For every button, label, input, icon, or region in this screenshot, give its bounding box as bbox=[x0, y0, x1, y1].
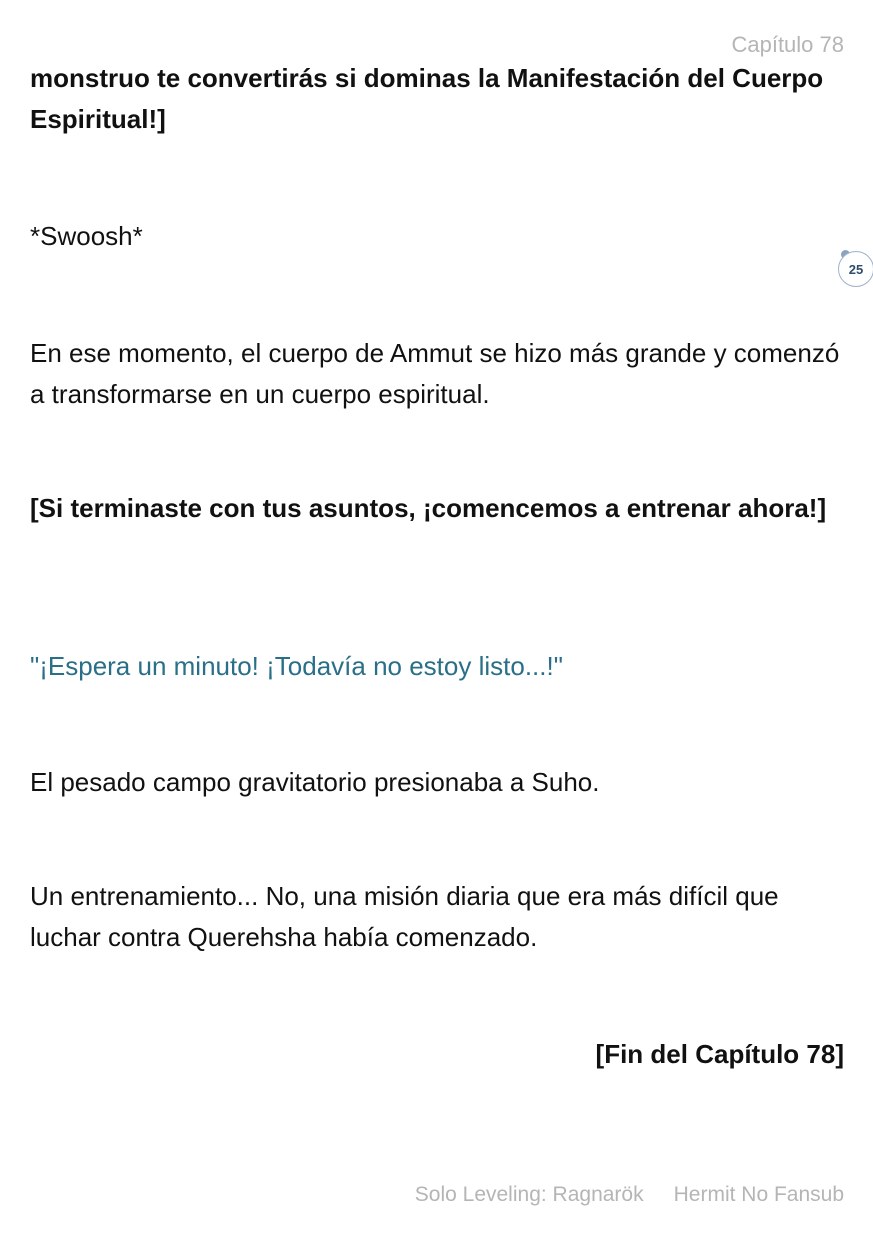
paragraph-dialogue: "¡Espera un minuto! ¡Todavía no estoy listo...!" bbox=[30, 651, 563, 681]
page-footer bbox=[415, 1183, 844, 1207]
footer-group-name: Hermit No Fansub bbox=[673, 1183, 844, 1206]
paragraph-bracket-speech: monstruo te convertirás si dominas la Manifestación del Cuerpo Espiritual!] bbox=[30, 63, 824, 134]
paragraph-bracket-speech: [Si terminaste con tus asuntos, ¡comencemos a entrenar ahora!] bbox=[30, 493, 827, 523]
page-number-badge[interactable]: 25 bbox=[838, 251, 873, 287]
chapter-header: Capítulo 78 bbox=[731, 32, 844, 57]
paragraph-narration: Un entrenamiento... No, una misión diaria que era más difícil que luchar contra Querehsha había comenzado. bbox=[30, 881, 779, 952]
footer-series-title: Solo Leveling: Ragnarök bbox=[414, 1183, 644, 1206]
chapter-end-marker: [Fin del Capítulo 78] bbox=[595, 1039, 844, 1069]
paragraph-narration: El pesado campo gravitatorio presionaba a Suho. bbox=[30, 767, 600, 797]
paragraph-sound-effect: *Swoosh* bbox=[30, 221, 143, 251]
paragraph-narration: En ese momento, el cuerpo de Ammut se hizo más grande y comenzó a transformarse en un cuerpo espiritual. bbox=[30, 338, 840, 409]
